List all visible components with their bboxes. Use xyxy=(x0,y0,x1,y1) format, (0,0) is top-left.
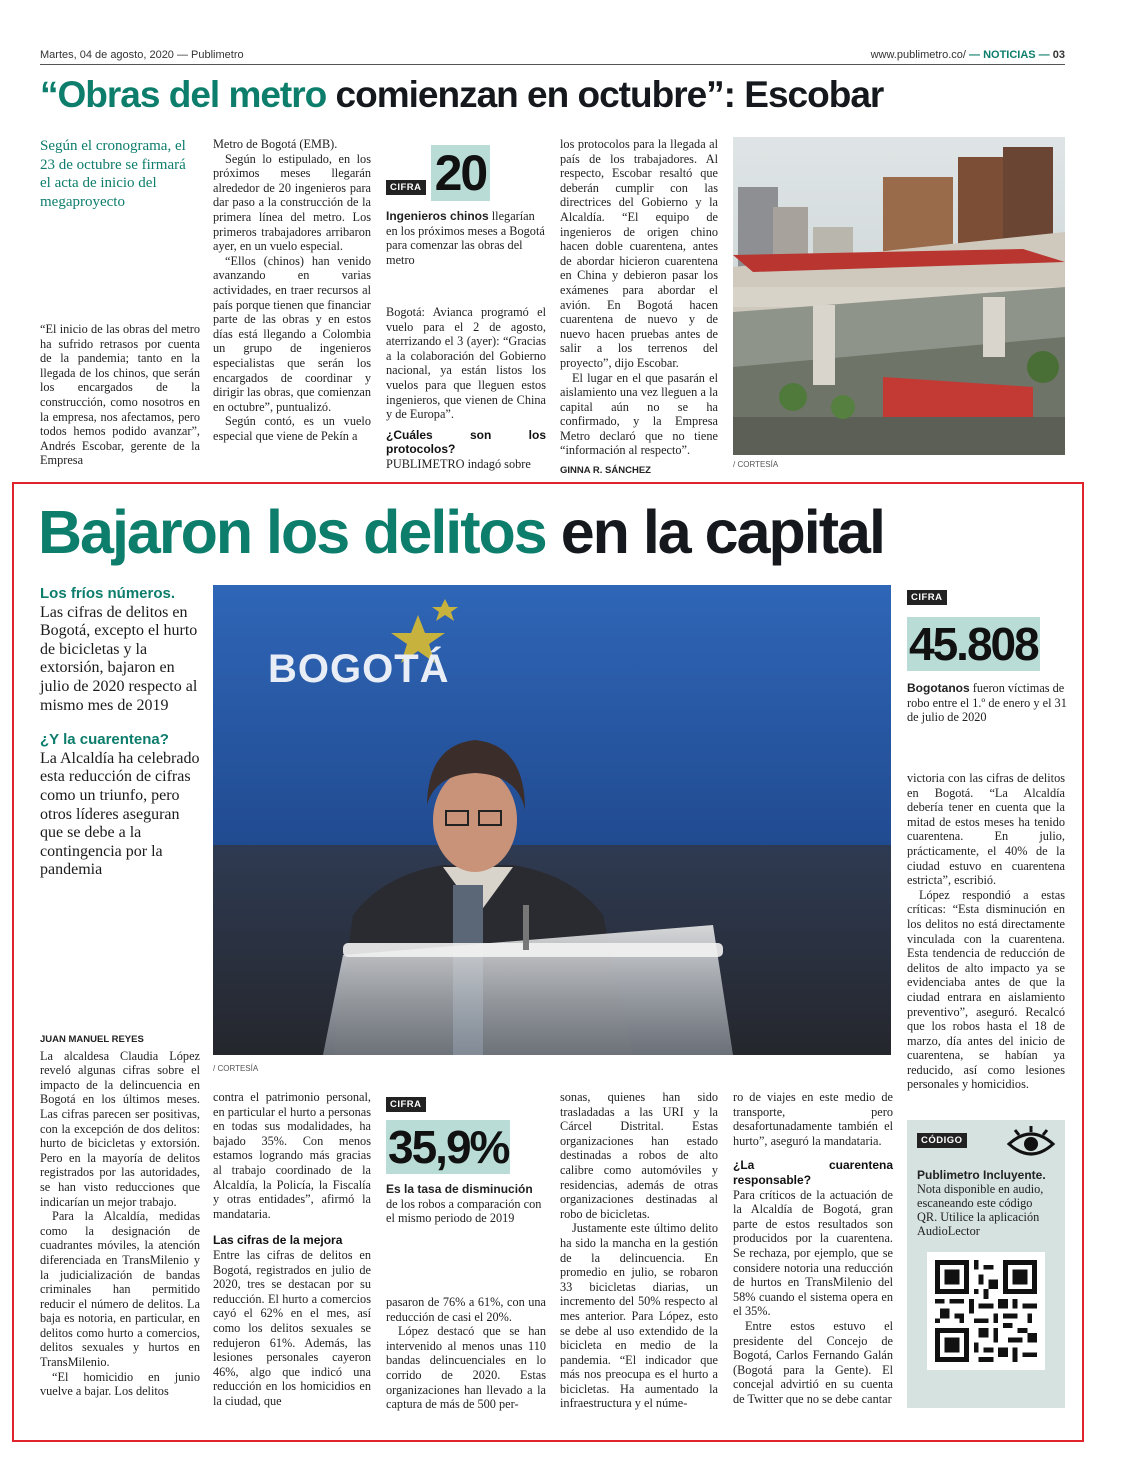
deck-lead: ¿Y la cuarentena? xyxy=(40,731,169,749)
cifra-tag: CIFRA xyxy=(907,590,947,605)
codigo-bold: Publimetro Incluyente. xyxy=(917,1168,1046,1182)
headline-dark: en la capital xyxy=(560,498,884,566)
header-rule xyxy=(40,64,1065,65)
paragraph: “Ellos (chinos) han venido avanzando en varias actividades, en traer recursos al país porque tienen que financiar parte de las obras y en estos días está llegando a Colombia un grupo de ingenieros especialistas que serán los encargados de coordinar y dirigir las obras, que comienzan en octubre”, puntualizó. xyxy=(213,253,371,414)
article1-col4 xyxy=(560,137,718,479)
cifra-number: 35,9% xyxy=(388,1121,509,1173)
headline-dark: comienzan en octubre”: Escobar xyxy=(335,74,884,115)
metro-render-illustration xyxy=(733,137,1065,455)
article2-right-col xyxy=(907,771,1065,1092)
paragraph: Bogotá: Avianca programó el vuelo para el 2 de agosto, aterrizando el 3 (ayer): “Gracias a la colaboración del Gobierno nacional, ya están listos los vuelos para que lleguen estos ingenieros, que vienen de China y de Europa”. xyxy=(386,305,546,422)
article2-photo-credit: / CORTESÍA xyxy=(213,1064,259,1073)
deck-text: Las cifras de delitos en Bogotá, excepto el hurto de bicicletas y la extorsión, bajaron en julio de 2020 respecto al mismo mes de 2019 xyxy=(40,603,198,714)
ear-eye-icon xyxy=(1005,1126,1057,1162)
paragraph: Metro de Bogotá (EMB). xyxy=(213,137,338,151)
paragraph: Entre las cifras de delitos en Bogotá, registrados en julio de 2020, tres se destacan por su reducción. El hurto a comercios cayó el 62% en el mes, así como los delitos sexuales se redujeron 61%. Además, las lesiones personales cayeron 46%, algo que indicó una reducción en los homicidios en la ciudad, que xyxy=(213,1247,371,1408)
site-url[interactable]: www.publimetro.co/ xyxy=(870,49,966,61)
article2-col2 xyxy=(213,1090,371,1408)
cifra-number: 45.808 xyxy=(909,618,1038,670)
paragraph: victoria con las cifras de delitos en Bogotá. “La Alcaldía debería tener en cuenta que la mitad de estos meses ha tenido cuarentena. En julio, prácticamente, el 40% de la ciudad estuvo en cuarentena estricta”, escribió. xyxy=(907,771,1065,888)
article1-col2 xyxy=(213,137,371,443)
article1-col1 xyxy=(40,322,200,468)
article1-cifra xyxy=(386,137,546,267)
codigo-tag: CÓDIGO xyxy=(917,1133,967,1148)
byline: GINNA R. SÁNCHEZ xyxy=(560,465,651,477)
article1-col3 xyxy=(386,305,546,472)
paragraph: Para críticos de la actuación de la Alcaldía de Bogotá, gran parte de estos resultados son producidos por la cuarentena. Se rechaza, por ejemplo, que se considere notoria una reducción de hurtos en TransMilenio del 58% cuando el sistema opera en el 35%. xyxy=(733,1187,893,1319)
cifra-tag: CIFRA xyxy=(386,1097,426,1112)
paragraph: Para la Alcaldía, medidas como la designación de cuadrantes móviles, la atención diferenciada en TransMilenio y la judicialización de bandas criminales han permitido reducir el número de delitos. La baja es notoria, en particular, en delitos como hurto a comercios, delitos sexuales y hurtos en TransMilenio. xyxy=(40,1209,200,1370)
paragraph: ro de viajes en este medio de transporte, pero desafortunadamente también el hurto”, aseguró la mandataria. xyxy=(733,1090,893,1148)
cifra-bold: Bogotanos xyxy=(907,681,970,695)
paragraph: “El homicidio en junio vuelve a bajar. Los delitos xyxy=(40,1369,200,1399)
article2-col3 xyxy=(386,1295,546,1412)
paragraph: PUBLIMETRO indagó sobre xyxy=(386,456,531,471)
cifra-text: llegarían en los próximos meses a Bogotá para comenzar las obras del metro xyxy=(386,209,545,267)
codigo-text: Nota disponible en audio, escaneando este código QR. Utilice la aplicación AudioLector xyxy=(917,1182,1044,1238)
article2-headline xyxy=(38,496,884,568)
subheading: Las cifras de la mejora xyxy=(213,1233,343,1248)
cifra-text: fueron víctimas de robo entre el 1.º de enero y el 31 de julio de 2020 xyxy=(907,681,1067,725)
date-line: Martes, 04 de agosto, 2020 — Publimetro xyxy=(40,49,244,61)
subheading: ¿La cuarentena responsable? xyxy=(733,1158,893,1187)
page-number: 03 xyxy=(1052,49,1065,61)
cifra-bold: Es la tasa de disminución xyxy=(386,1182,533,1196)
metro-photo xyxy=(733,137,1065,455)
paragraph: Según contó, es un vuelo especial que viene de Pekín a xyxy=(213,414,371,443)
headline-teal: Bajaron los delitos xyxy=(38,498,546,566)
article1-deck: Según el cronograma, el 23 de octubre se firmará el acta de inicio del megaproyecto xyxy=(40,138,186,210)
paragraph: contra el patrimonio personal, en particular el hurto a personas en todas sus modalidades, ha bajado 35%. Con menos estamos logrando más gracias al trabajo coordinado de la Alcaldía, la Policía, la Fiscalía y otras entidades”, afirmó la mandataria. xyxy=(213,1090,371,1221)
paragraph: “El inicio de las obras del metro ha sufrido retrasos por cuenta de la pandemia; tanto en la llegada de los chinos, que serán los encargados de la construcción, como nosotros en la empresa, nos afectamos, pero todos hemos podido avanzar”, Andrés Escobar, gerente de la Empresa xyxy=(40,322,200,468)
paragraph: los protocolos para la llegada al país de los trabajadores. Al respecto, Escobar resaltó que deberán cumplir con las directrices del Gobierno y la Alcaldía. “El equipo de ingenieros de origen chino hacen doble cuarentena, antes de abordar hicieron cuarentena en China y debieron pasar los exámenes para abordar el avión. En Bogotá hacen cuarentena de nuevo y de nuevo hacen pruebas antes de salir a los terrenos del proyecto”, dijo Escobar. xyxy=(560,137,718,370)
photo-sign-text: BOGOTÁ xyxy=(268,647,450,691)
paragraph: Justamente este último delito ha sido la mancha en la gestión de la delincuencia. En promedio en julio, se robaron 33 bicicletas diarias, un incremento del 50% respecto al mes anterior. Para López, esto se debe al uso extendido de la bicicleta en medio de la pandemia. “El indicador que más nos preocupa es el hurto a bicicletas. Ha aumentado la infraestructura y el núme- xyxy=(560,1221,718,1411)
article2-cifra1 xyxy=(907,585,1067,725)
page-header-right xyxy=(871,49,1065,61)
paragraph: El lugar en el que pasarán el aislamiento una vez lleguen a la capital aún no se ha confirmado, y la Empresa Metro declaró que no tiene “información al respecto”. xyxy=(560,370,718,458)
paragraph: López destacó que se han intervenido al menos unas 110 bandas delincuenciales en lo corrido de 2020. Estas organizaciones han llevado a la captura de más de 500 per- xyxy=(386,1324,546,1412)
cifra-number: 20 xyxy=(431,145,491,201)
article2-col1 xyxy=(40,1033,200,1399)
deck-text: La Alcaldía ha celebrado esta reducción de cifras como un triunfo, pero otros líderes aseguran que se debe a la contingencia por la pandemia xyxy=(40,749,200,879)
subheading: ¿Cuáles son los protocolos? xyxy=(386,427,546,457)
deck-lead: Los fríos números. xyxy=(40,585,176,602)
qr-code-icon xyxy=(935,1260,1037,1362)
cifra-bold: Ingenieros chinos xyxy=(386,209,489,223)
cifra-text: de los robos a comparación con el mismo periodo de 2019 xyxy=(386,1196,542,1226)
article1-headline xyxy=(40,74,883,116)
article2-col4 xyxy=(560,1090,718,1411)
codigo-box xyxy=(907,1120,1065,1408)
byline: JUAN MANUEL REYES xyxy=(40,1034,144,1045)
qr-code[interactable] xyxy=(927,1252,1045,1370)
article2-deck xyxy=(40,585,200,880)
article2-cifra2 xyxy=(386,1092,546,1226)
paragraph: Según lo estipulado, en los próximos meses llegarán alrededor de 20 ingenieros para dar paso a la construcción de la primera línea del metro. Los primeros trabajadores arribaron ayer, en un vuelo especial. xyxy=(213,151,371,254)
paragraph: pasaron de 76% a 61%, con una reducción de casi el 20%. xyxy=(386,1295,546,1324)
section-label: — NOTICIAS — xyxy=(969,49,1050,61)
paragraph: La alcaldesa Claudia López reveló algunas cifras sobre el impacto de la delincuencia en Bogotá en los últimos meses. Las cifras parecen ser positivas, con la excepción de dos delitos: hurto de bicicletas y extorsión. Pero en la mayoría de delitos registrados por las autoridades, se han visto reducciones que indicarían un mejor trabajo. xyxy=(40,1048,200,1209)
headline-teal: “Obras del metro xyxy=(40,74,327,115)
paragraph: sonas, quienes han sido trasladadas a las URI y la Cárcel Distrital. Estas organizaciones han estado destinadas a robos de alto calibre como automóviles y residencias, además de otras organizaciones destinadas al robo de bicicletas. xyxy=(560,1090,718,1221)
cifra-tag: CIFRA xyxy=(386,180,426,195)
article1-photo-credit: / CORTESÍA xyxy=(733,460,779,469)
article2-col5 xyxy=(733,1090,893,1406)
paragraph: Entre estos estuvo el presidente del Concejo de Bogotá, Carlos Fernando Galán (Bogotá para la Gente). El concejal advirtió en su cuenta de Twitter que no se debe cantar xyxy=(733,1318,893,1406)
paragraph: López respondió a estas críticas: “Esta disminución en los delitos no está directamente vinculada con la cuarentena. Esta tendencia de reducción de delitos de alto impacto ya se evidenciaba antes de que la ciudad entrara en aislamiento preventivo”, aseguró. Recalcó que los robos hasta el 18 de marzo, día antes del inicio de cuarentena, se habían ya reducido, así como lesiones personales y homicidios. xyxy=(907,887,1065,1092)
lopez-photo xyxy=(213,585,891,1055)
